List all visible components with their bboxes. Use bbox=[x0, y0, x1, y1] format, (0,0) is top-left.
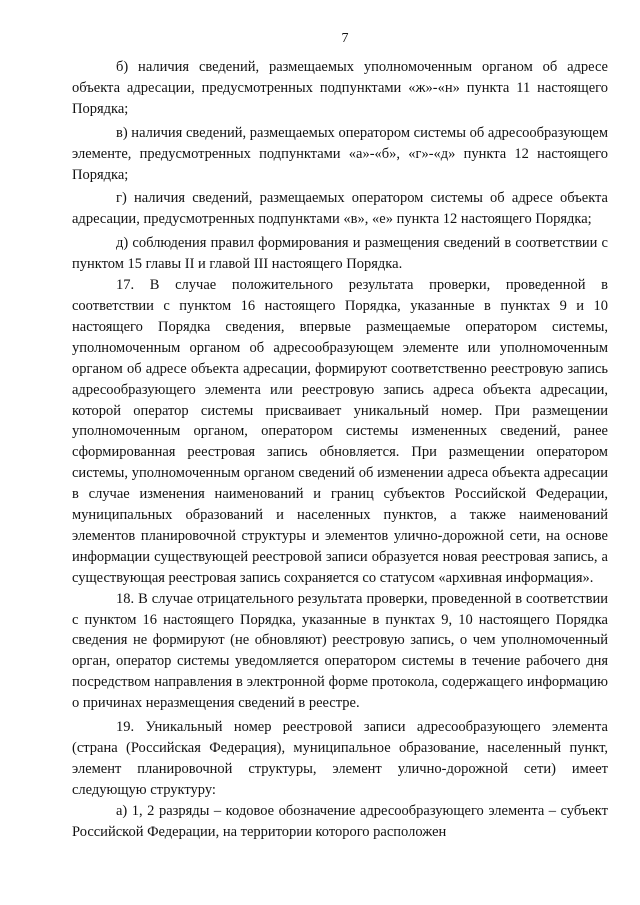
paragraph-item-19: 19. Уникальный номер реестровой записи адресообразующего элемента (страна (Российская Федерация), муниципальное образование, населенный пункт, элемент планировочной структуры, элемент улично-дорожной сети) имеет следующую структуру: bbox=[72, 719, 608, 798]
paragraph-subitem-v: в) наличия сведений, размещаемых оператором системы об адресообразующем элементе, предусмотренных подпунктами «а»-«б», «г»-«д» пункта 12 настоящего Порядка; bbox=[72, 124, 608, 183]
paragraph-subitem-b: б) наличия сведений, размещаемых уполномоченным органом об адресе объекта адресации, предусмотренных подпунктами «ж»-«н» пункта 11 настоящего Порядка; bbox=[72, 59, 608, 117]
page-number: 7 bbox=[341, 31, 349, 46]
paragraph-item-17: 17. В случае положительного результата проверки, проведенной в соответствии с пунктом 16 настоящего Порядка, указанные в пунктах 9 и 10 настоящего Порядка сведения, впервые размещаемые оператором системы, уполномоченным органом об адресообразующем элементе или уполномоченным органом об адресе объекта адресации, формируют соответственно реестровую запись адресообразующего элемента или реестровую запись адреса объекта адресации, которой оператор системы присваивает уникальный номер. При размещении уполномоченным органом, оператором системы измененных сведений, ранее сформированная реестровая запись обновляется. При размещении оператором системы, уполномоченным органом сведений об изменении адреса объекта адресации в случае изменения наименований и границ субъектов Российской Федерации, муниципальных образований и населенных пунктов, а также наименований элементов планировочной структуры и элементов улично-дорожной сети, на основе информации существующей реестровой записи образуется новая реестровая запись, а существующая реестровая запись сохраняется со статусом «архивная информация». bbox=[72, 277, 608, 586]
paragraph-subitem-g: г) наличия сведений, размещаемых оператором системы об адресе объекта адресации, предусмотренных подпунктами «в», «е» пункта 12 настоящего Порядка; bbox=[72, 190, 608, 228]
paragraph-item-18: 18. В случае отрицательного результата проверки, проведенной в соответствии с пунктом 16 настоящего Порядка, указанные в пунктах 9, 10 настоящего Порядка сведения не формируют (не обновляют) реестровую запись, о чем уполномоченный орган, оператор системы уведомляется оператором системы в течение рабочего дня посредством направления в электронной форме протокола, содержащего информацию о причинах неразмещения сведений в реестре. bbox=[72, 590, 608, 712]
paragraph-subitem-d: д) соблюдения правил формирования и размещения сведений в соответствии с пунктом 15 главы II и главой III настоящего Порядка. bbox=[72, 235, 608, 273]
document-body bbox=[72, 57, 608, 843]
paragraph-subitem-a: а) 1, 2 разряды – кодовое обозначение адресообразующего элемента – субъект Российской Федерации, на территории которого расположен bbox=[72, 802, 608, 840]
